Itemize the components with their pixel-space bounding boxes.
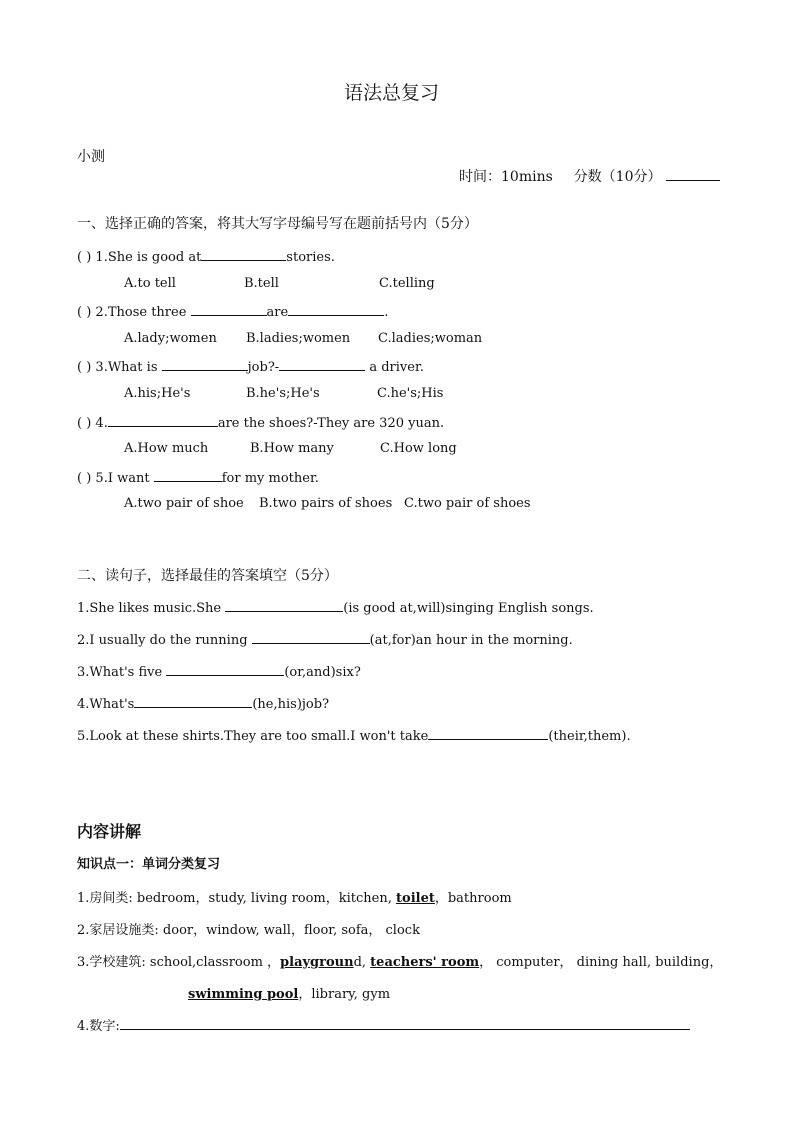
option-a: A.his;He's bbox=[124, 386, 191, 401]
fill-blank bbox=[428, 727, 548, 740]
answer-blank bbox=[154, 469, 222, 482]
question-text: stories. bbox=[286, 250, 335, 265]
time-label: 时间：10mins bbox=[459, 169, 553, 185]
answer-blank bbox=[288, 303, 384, 316]
numbers-blank bbox=[120, 1017, 690, 1030]
fill-blank bbox=[166, 663, 284, 676]
option-b: B.How many bbox=[250, 441, 334, 456]
answer-paren: ( ) bbox=[77, 250, 92, 265]
question-text: . bbox=[384, 305, 389, 320]
word-list: : school,classroom ， bbox=[141, 955, 281, 970]
word-line-school bbox=[77, 951, 722, 970]
highlight-word: swimming pool bbox=[188, 987, 299, 1002]
question-3 bbox=[77, 358, 424, 375]
question-text: 2.Those three bbox=[95, 305, 187, 320]
fill-text: (is good at,will)singing English songs. bbox=[343, 601, 594, 616]
word-list: d, bbox=[353, 955, 371, 970]
word-list: : bedroom，study, living room，kitchen, bbox=[128, 891, 397, 906]
question-text: are the shoes?-They are 320 yuan. bbox=[217, 416, 445, 431]
fill-text: (or,and)six? bbox=[284, 665, 361, 680]
fill-item-3 bbox=[77, 663, 361, 680]
question-text: 5.I want bbox=[95, 471, 150, 486]
fill-item-4 bbox=[77, 695, 329, 712]
option-c: C.he's;His bbox=[377, 386, 444, 401]
fill-text: (their,them). bbox=[548, 729, 631, 744]
answer-paren: ( ) bbox=[77, 360, 92, 375]
category-label: 1.房间类 bbox=[77, 891, 129, 906]
fill-text: (he,his)job? bbox=[252, 697, 330, 712]
quiz-label: 小测 bbox=[77, 149, 105, 165]
question-text: 3.What is bbox=[95, 360, 158, 375]
fill-item-1 bbox=[77, 599, 594, 616]
section1-heading: 一、选择正确的答案，将其大写字母编号写在题前括号内（5分） bbox=[77, 216, 478, 232]
word-line-school-cont bbox=[188, 983, 390, 1002]
knowledge-point-1: 知识点一：单词分类复习 bbox=[77, 857, 221, 872]
question-1 bbox=[77, 248, 335, 265]
word-line-home bbox=[77, 919, 420, 938]
fill-text: (at,for)an hour in the morning. bbox=[369, 633, 573, 648]
option-b: B.two pairs of shoes bbox=[259, 496, 393, 511]
fill-item-5 bbox=[77, 727, 631, 744]
highlight-word: teachers' room bbox=[370, 955, 480, 970]
fill-blank bbox=[225, 599, 343, 612]
question-4 bbox=[77, 414, 444, 431]
page-title: 语法总复习 bbox=[344, 82, 440, 104]
word-list: ，bathroom bbox=[434, 891, 512, 906]
option-a: A.lady;women bbox=[124, 331, 217, 346]
option-b: B.he's;He's bbox=[246, 386, 320, 401]
score-label: 分数（10分） bbox=[573, 169, 662, 185]
question-text: for my mother. bbox=[221, 471, 319, 486]
option-c: C.two pair of shoes bbox=[404, 496, 531, 511]
option-b: B.tell bbox=[244, 276, 279, 291]
answer-paren: ( ) bbox=[77, 416, 92, 431]
question-5 bbox=[77, 469, 319, 486]
fill-blank bbox=[252, 631, 370, 644]
score-blank bbox=[666, 166, 720, 181]
question-2 bbox=[77, 303, 388, 320]
fill-text: 4.What's bbox=[77, 697, 135, 712]
option-b: B.ladies;women bbox=[246, 331, 351, 346]
answer-blank bbox=[201, 248, 286, 261]
answer-paren: ( ) bbox=[77, 305, 92, 320]
answer-paren: ( ) bbox=[77, 471, 92, 486]
fill-text: 5.Look at these shirts.They are too small.I won't take bbox=[77, 729, 429, 744]
fill-text: 1.She likes music.She bbox=[77, 601, 226, 616]
fill-blank bbox=[134, 695, 252, 708]
highlight-word: playgroun bbox=[280, 955, 354, 970]
content-heading: 内容讲解 bbox=[77, 822, 142, 841]
fill-item-2 bbox=[77, 631, 573, 648]
word-line-rooms bbox=[77, 887, 512, 906]
word-line-numbers bbox=[77, 1015, 690, 1034]
option-c: C.How long bbox=[380, 441, 457, 456]
question-text: are bbox=[266, 305, 289, 320]
section2-heading: 二、读句子，选择最佳的答案填空（5分） bbox=[77, 568, 338, 584]
option-a: A.How much bbox=[124, 441, 209, 456]
question-text: 4. bbox=[95, 416, 108, 431]
question-text: a driver. bbox=[369, 360, 424, 375]
question-text: 1.She is good at bbox=[95, 250, 202, 265]
option-c: C.telling bbox=[379, 276, 435, 291]
word-list: ，library, gym bbox=[298, 987, 391, 1002]
question-text: job?- bbox=[247, 360, 280, 375]
fill-text: 2.I usually do the running bbox=[77, 633, 252, 648]
option-c: C.ladies;woman bbox=[378, 331, 483, 346]
option-a: A.to tell bbox=[124, 276, 176, 291]
category-label: 2.家居设施类 bbox=[77, 923, 155, 938]
answer-blank bbox=[191, 303, 267, 316]
option-a: A.two pair of shoe bbox=[124, 496, 244, 511]
word-list: : door，window, wall，floor, sofa， clock bbox=[154, 923, 420, 938]
answer-blank bbox=[279, 358, 365, 371]
time-score-line bbox=[459, 166, 720, 186]
word-list: ， computer， dining hall, building， bbox=[479, 955, 723, 970]
category-label: 4.数字: bbox=[77, 1019, 120, 1034]
fill-text: 3.What's five bbox=[77, 665, 167, 680]
answer-blank bbox=[162, 358, 248, 371]
answer-blank bbox=[108, 414, 218, 427]
category-label: 3.学校建筑 bbox=[77, 955, 142, 970]
highlight-word: toilet bbox=[396, 891, 435, 906]
